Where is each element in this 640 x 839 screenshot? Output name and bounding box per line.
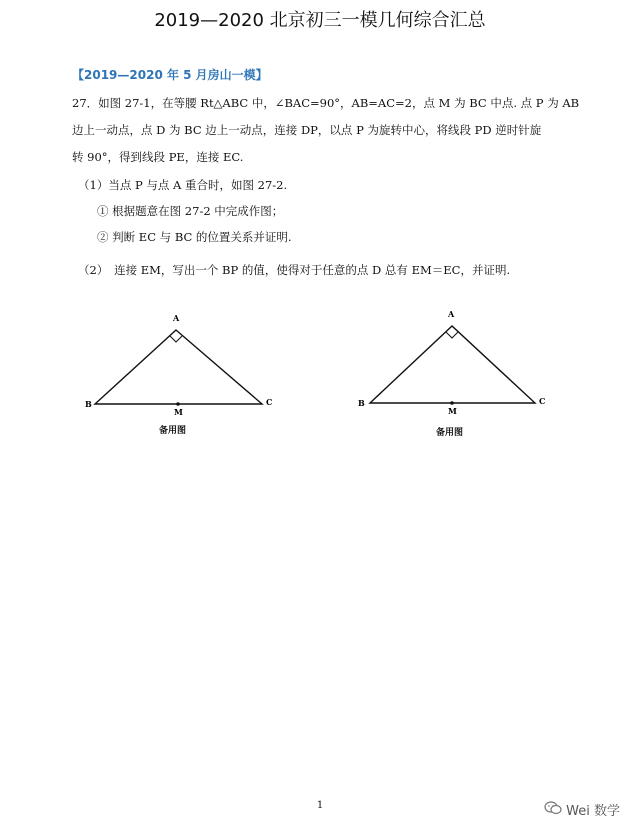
midpoint-m <box>176 402 180 406</box>
page-number: 1 <box>316 800 324 811</box>
figure-2-caption: 备用图 <box>436 428 464 438</box>
label-a: A <box>448 309 455 319</box>
part-1: （1）当点 P 与点 A 重合时，如图 27-2. <box>78 178 288 192</box>
watermark <box>544 800 620 819</box>
label-b: B <box>85 399 92 409</box>
part-1-b: ② 判断 EC 与 BC 的位置关系并证明. <box>97 230 292 244</box>
figure-1-caption: 备用图 <box>159 426 187 436</box>
right-angle-mark <box>170 336 182 342</box>
wechat-icon <box>544 801 562 819</box>
right-angle-mark <box>446 332 458 338</box>
section-heading: 【2019—2020 年 5 月房山一模】 <box>72 68 268 82</box>
part-2: （2） 连接 EM，写出一个 BP 的值，使得对于任意的点 D 总有 EM＝EC，并证明. <box>78 263 511 277</box>
watermark-text: Wei 数学 <box>566 804 620 819</box>
label-b: B <box>358 398 365 408</box>
figure-1 <box>80 308 280 418</box>
label-m: M <box>448 406 457 416</box>
problem-line-1: 27．如图 27-1，在等腰 Rt△ABC 中，∠BAC=90°，AB=AC=2，点 M 为 BC 中点. 点 P 为 AB <box>72 96 580 110</box>
midpoint-m <box>450 401 454 405</box>
label-a: A <box>173 313 180 323</box>
problem-line-3: 转 90°，得到线段 PE，连接 EC. <box>72 150 244 164</box>
label-c: C <box>539 396 546 406</box>
part-1-a: ① 根据题意在图 27-2 中完成作图； <box>97 204 284 218</box>
triangle-abc <box>95 330 262 404</box>
figure-2 <box>352 303 562 418</box>
page-title: 2019—2020 北京初三一模几何综合汇总 <box>154 10 486 31</box>
problem-line-2: 边上一动点，点 D 为 BC 边上一动点，连接 DP，以点 P 为旋转中心，将线段 PD 逆时针旋 <box>72 123 542 137</box>
label-m: M <box>174 407 183 417</box>
label-c: C <box>266 397 273 407</box>
